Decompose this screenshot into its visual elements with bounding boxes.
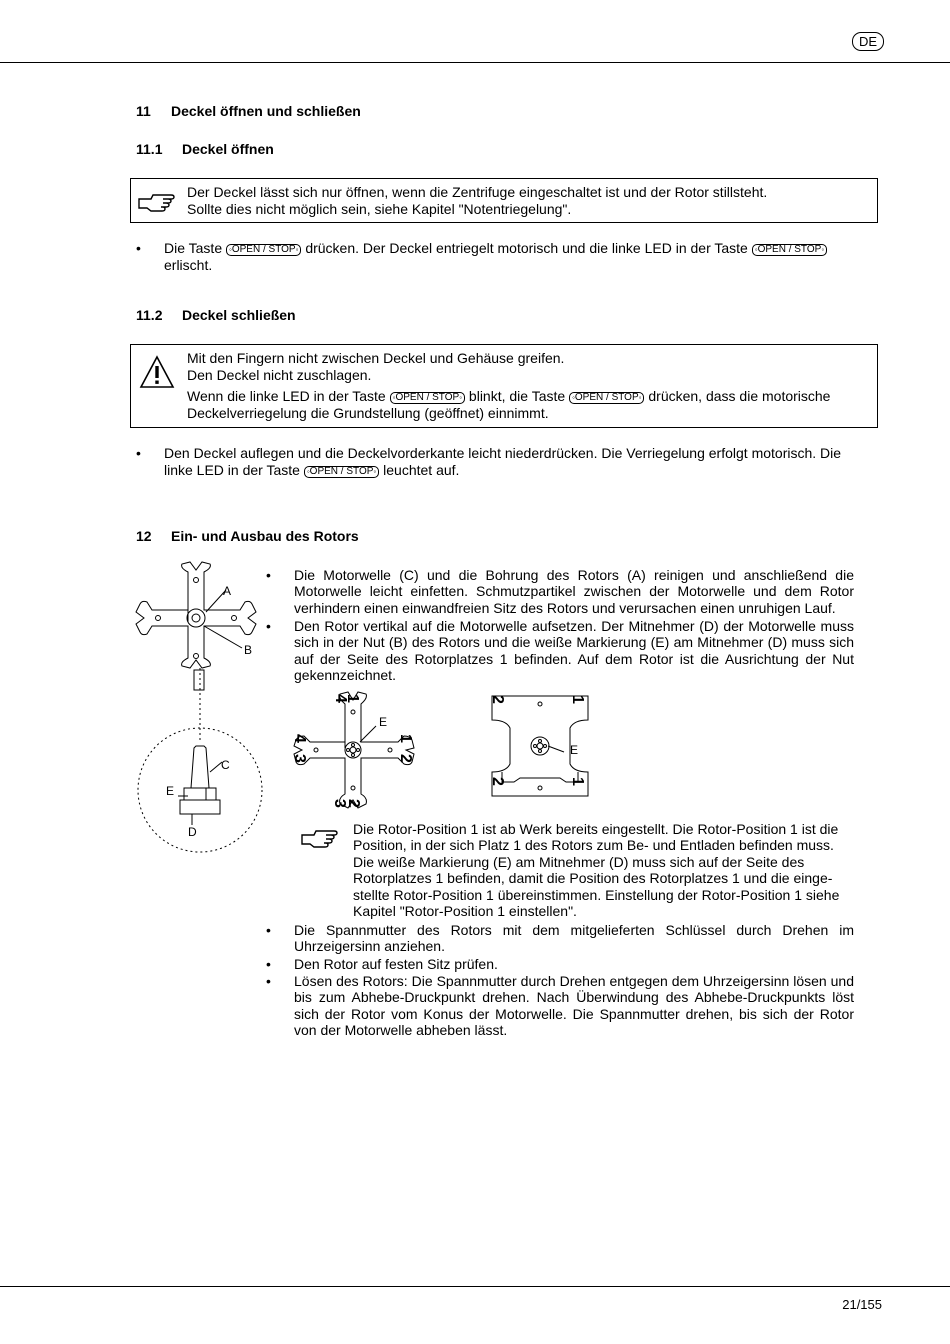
section-12-heading: 12 Ein- und Ausbau des Rotors [136, 528, 359, 544]
svg-text:1: 1 [397, 734, 414, 743]
open-stop-key-icon: ◦ OPEN / STOP ◦ [390, 392, 465, 404]
svg-text:1: 1 [344, 694, 361, 703]
rotor-top-view-4-place [290, 690, 420, 814]
note-line: Sollte dies nicht möglich sein, siehe Kapitel "Notentriegelung". [187, 201, 572, 217]
rotor-installation-figure [130, 560, 265, 855]
label-d: D [188, 825, 197, 839]
svg-text:3: 3 [331, 799, 348, 808]
rotor-top-view-2-place [488, 692, 596, 802]
header-rule [0, 62, 950, 63]
svg-text:1: 1 [569, 695, 586, 704]
list-item: • Die Taste ◦ OPEN / STOP ◦ drücken. Der Deckel entriegelt motorisch und die linke LED in der Taste ◦ OPEN / STOP ◦ erlischt. [164, 240, 864, 274]
list-item: • Den Deckel auflegen und die Deckelvorderkante leicht niederdrücken. Die Verriegelung erfolgt motorisch. Die linke LED in der Taste ◦ OPEN / STOP ◦ leuchtet auf. [164, 445, 864, 479]
list-item: • Lösen des Rotors: Die Spannmutter durch Drehen entgegen dem Uhrzeigersinn lösen und bis zum Abhebe-Druckpunkt drehen. Nach Überwindung des Abhebe-Druckpunkts löst sich der Rotor vom Konus der Motorwelle. Die Spannmutter drehen, bis sich der Rotor von der Motorwelle abheben lässt. [294, 973, 854, 1039]
list-item: • Den Rotor vertikal auf die Motorwelle aufsetzen. Der Mitnehmer (D) der Motorwelle muss sich in der Nut (B) des Rotors und die weiße Markierung (E) am Mitnehmer (D) muss sich auf der Seite des Rotorplatzes 1 befinden. Auf dem Rotor ist die Ausrichtung der Nut gekennzeichnet. [294, 618, 854, 684]
note-line: Der Deckel lässt sich nur öffnen, wenn die Zentrifuge eingeschaltet ist und der Rotor stillsteht. [187, 184, 768, 200]
pointing-hand-icon [298, 826, 340, 848]
label-e: E [570, 743, 579, 757]
section-11-1-heading: 11.1 Deckel öffnen [136, 141, 274, 157]
pointing-hand-icon [137, 190, 175, 212]
label-a: A [223, 584, 232, 598]
label-b: B [244, 643, 253, 657]
footer-rule [0, 1286, 950, 1287]
list-item: • Die Spannmutter des Rotors mit dem mitgelieferten Schlüssel durch Drehen im Uhrzeigersinn anziehen. [294, 922, 854, 955]
svg-text:2: 2 [489, 777, 506, 786]
section-11-2-heading: 11.2 Deckel schließen [136, 307, 296, 323]
info-note: Die Rotor-Position 1 ist ab Werk bereits eingestellt. Die Rotor-Position 1 ist die Position, in der sich Platz 1 des Rotors zum Be- und Entladen befinden muss. Die weiße Markierung (E) am Mitnehmer (D) muss sich auf der Seite des Rotorplatzes 1 befinden, damit die Position des Rotorplatzes 1 und die einge- stellte Rotor-Position 1 übereinstimmen. Einstellung der Rotor-Position 1 siehe Kapitel "Rotor-Position 1 einstellen". [353, 821, 840, 920]
svg-text:2: 2 [489, 695, 506, 704]
open-stop-key-icon: ◦ OPEN / STOP ◦ [752, 244, 827, 256]
svg-text:4: 4 [291, 734, 308, 743]
warning-line: Mit den Fingern nicht zwischen Deckel und Gehäuse greifen. [187, 350, 565, 366]
svg-text:2: 2 [345, 799, 362, 808]
page-number: 21/155 [842, 1297, 882, 1312]
svg-text:3: 3 [291, 754, 308, 763]
open-stop-key-icon: ◦ OPEN / STOP ◦ [569, 392, 644, 404]
warning-box: Mit den Fingern nicht zwischen Deckel und Gehäuse greifen. Den Deckel nicht zuschlagen. Wenn die linke LED in der Taste ◦ OPEN / STOP ◦ blinkt, die Taste ◦ OPEN / STOP ◦ drücken, dass die motorische Deckelverriegelung die Grundstellung (geöffnet) einnimmt. [130, 344, 878, 428]
warning-line: Den Deckel nicht zuschlagen. [187, 367, 372, 383]
svg-text:4: 4 [332, 694, 349, 703]
open-stop-key-icon: ◦ OPEN / STOP ◦ [304, 466, 379, 478]
list-item: • Den Rotor auf festen Sitz prüfen. [294, 956, 854, 972]
list-item: • Die Motorwelle (C) und die Bohrung des Rotors (A) reinigen und anschließend die Motorwelle leicht einfetten. Schmutzpartikel zwischen der Motorwelle und dem Rotor verhindern einen einwandfreien Sitz des Rotors und verursachen einen unruhigen Lauf. [294, 567, 854, 616]
warning-line: Deckelverriegelung die Grundstellung (geöffnet) einnimmt. [187, 405, 549, 421]
label-c: C [221, 758, 230, 772]
svg-text:2: 2 [397, 754, 414, 763]
svg-text:1: 1 [569, 777, 586, 786]
language-badge: DE [852, 32, 884, 51]
label-e: E [379, 715, 388, 729]
warning-triangle-icon [139, 355, 175, 389]
section-11-heading: 11 Deckel öffnen und schließen [136, 103, 361, 119]
label-e: E [166, 784, 175, 798]
open-stop-key-icon: ◦ OPEN / STOP ◦ [226, 244, 301, 256]
info-note-box [130, 178, 878, 223]
